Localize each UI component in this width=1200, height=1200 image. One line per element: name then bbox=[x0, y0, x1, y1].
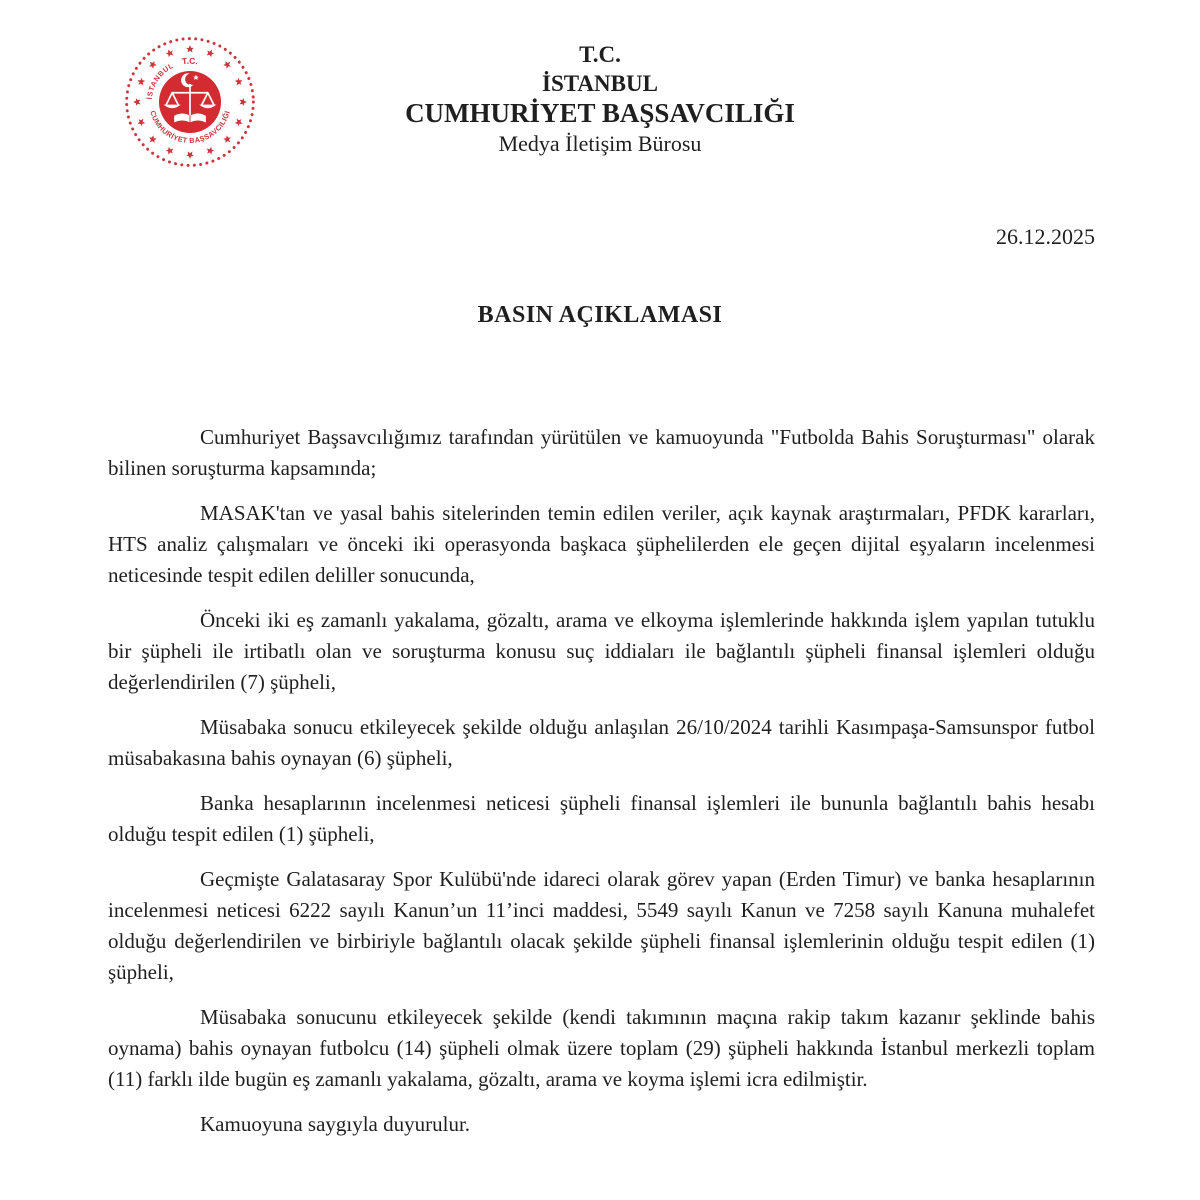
emblem-text-bassavcilik: CUMHURİYET BAŞSAVCILIĞI bbox=[148, 109, 232, 146]
prosecutor-office-emblem-icon bbox=[124, 33, 256, 171]
document-date: 26.12.2025 bbox=[996, 224, 1095, 249]
letterhead-tc: T.C. bbox=[579, 42, 621, 67]
paragraph-total-operation: Müsabaka sonucunu etkileyecek şekilde (kendi takımının maçına rakip takım kazanır şeklinde bahis oynama) bahis oynayan futbolcu (14) şüpheli olmak üzere toplam (29) şüpheli hakkında İstanbul merkezli toplam (11) farklı ilde bugün eş zamanlı yakalama, gözaltı, arama ve koyma işlemi icra edilmiştir. bbox=[108, 1005, 1095, 1091]
closing-paragraph: Kamuoyuna saygıyla duyurulur. bbox=[200, 1112, 471, 1136]
paragraph-seven-suspects: Önceki iki eş zamanlı yakalama, gözaltı, arama ve elkoyma işlemlerinde hakkında işlem yapılan tutuklu bir şüpheli ile irtibatlı olan ve soruşturma konusu suç iddiaları ile bağlantılı şüpheli finansal işlemleri olduğu değerlendirilen (7) şüpheli, bbox=[108, 608, 1095, 694]
letterhead-bureau: Medya İletişim Bürosu bbox=[498, 131, 702, 156]
paragraph-one-suspect-bank: Banka hesaplarının incelenmesi neticesi şüpheli finansal işlemleri ile bununla bağlantılı bahis hesabı olduğu tespit edilen (1) şüpheli, bbox=[108, 791, 1095, 846]
document-title: BASIN AÇIKLAMASI bbox=[477, 302, 723, 328]
document-body bbox=[108, 422, 1095, 1140]
letterhead-city: İSTANBUL bbox=[542, 71, 658, 96]
svg-text:T.C. bbox=[181, 56, 199, 67]
paragraph-intro: Cumhuriyet Başsavcılığımız tarafından yürütülen ve kamuoyunda "Futbolda Bahis Soruşturması" olarak bilinen soruşturma kapsamında; bbox=[108, 425, 1095, 480]
emblem-text-tc: T.C. bbox=[181, 55, 199, 67]
paragraph-evidence: MASAK'tan ve yasal bahis sitelerinden temin edilen veriler, açık kaynak araştırmaları, PFDK kararları, HTS analiz çalışmaları ve önceki iki operasyonda başkaca şüphelilerden ele geçen dijital eşyaların incelenmesi neticesinde tespit edilen deliller sonucunda, bbox=[108, 501, 1095, 587]
letterhead-office: CUMHURİYET BAŞSAVCILIĞI bbox=[405, 98, 795, 128]
paragraph-one-suspect-galatasaray: Geçmişte Galatasaray Spor Kulübü'nde idareci olarak görev yapan (Erden Timur) ve banka hesaplarının incelenmesi neticesi 6222 sayılı Kanun’un 11’inci maddesi, 5549 sayılı Kanun ve 7258 sayılı Kanuna muhalefet olduğu değerlendirilen ve birbiriyle bağlantılı olacak şekilde şüpheli finansal işlemlerinin olduğu tespit edilen (1) şüpheli, bbox=[108, 867, 1095, 984]
paragraph-six-suspects: Müsabaka sonucu etkileyecek şekilde olduğu anlaşılan 26/10/2024 tarihli Kasımpaşa-Samsunspor futbol müsabakasına bahis oynayan (6) şüpheli, bbox=[108, 715, 1095, 770]
emblem-text-istanbul: İSTANBUL bbox=[144, 60, 176, 100]
